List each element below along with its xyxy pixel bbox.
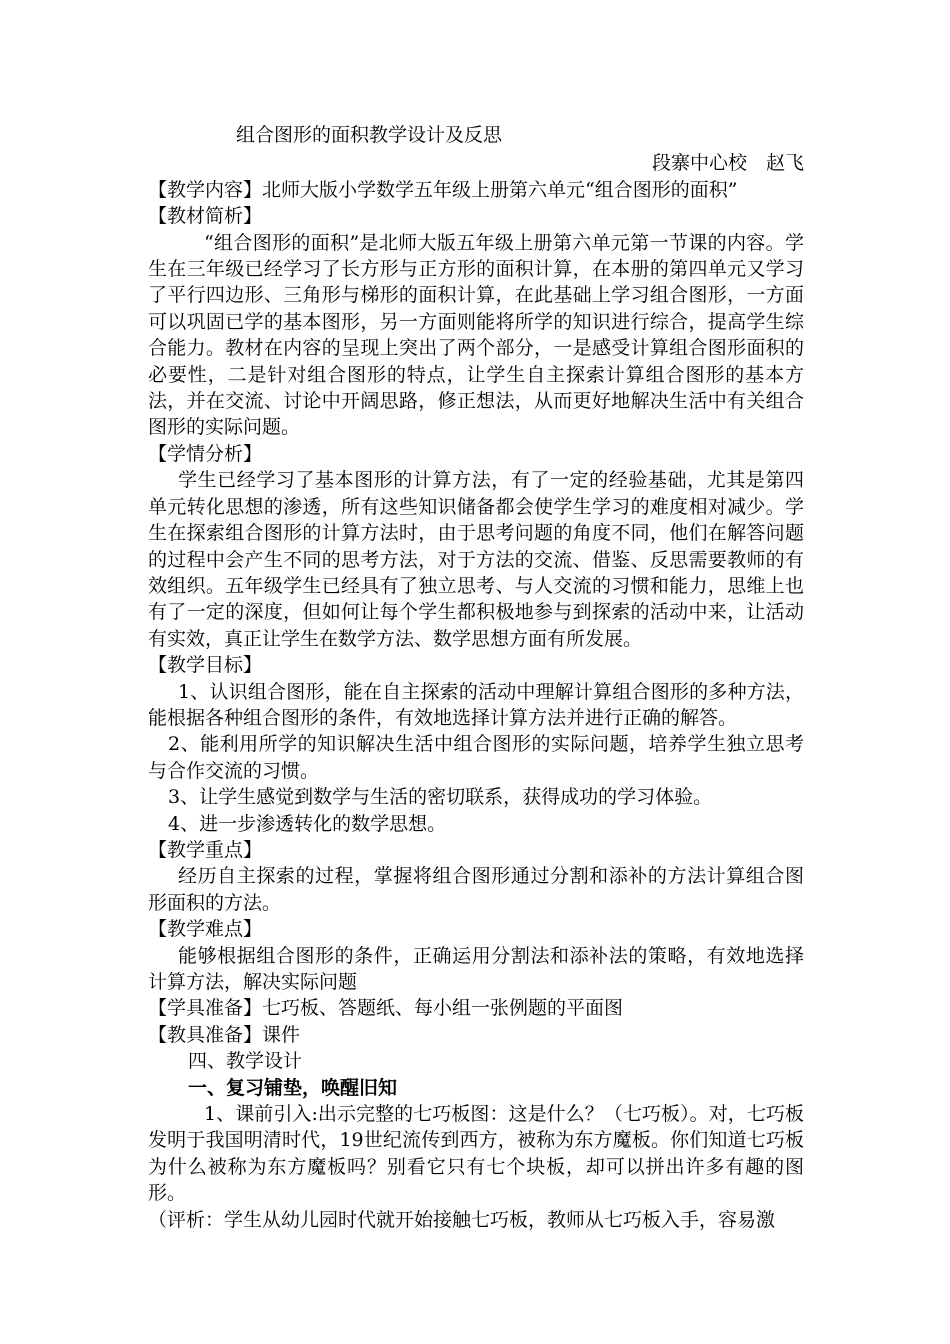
difficulty-heading: 【教学难点】 bbox=[148, 918, 263, 941]
content-line: 【教学内容】北师大版小学数学五年级上册第六单元“组合图形的面积” bbox=[148, 178, 738, 201]
difficulty-paragraph: 能够根据组合图形的条件，正确运用分割法和添补法的策略，有效地选择计算方法，解决实际问题 bbox=[148, 944, 804, 993]
student-analysis-paragraph: 学生已经学习了基本图形的计算方法，有了一定的经验基础，尤其是第四单元转化思想的渗透，所有这些知识储备都会使学生学习的难度相对减少。学生在探索组合图形的计算方法时，由于思考问题的角度不同，他们在解答问题的过程中会产生不同的思考方法，对于方法的交流、借鉴、反思需要教师的有效组织。五年级学生已经具有了独立思考、与人交流的习惯和能力，思维上也有了一定的深度，但如何让每个学生都积极地参与到探索的活动中来，让活动有实效，真正让学生在数学方法、数学思想方面有所发展。 bbox=[148, 469, 804, 650]
document-title: 组合图形的面积教学设计及反思 bbox=[236, 124, 503, 146]
document-author: 段寨中心校 赵飞 bbox=[651, 152, 804, 175]
student-analysis-heading: 【学情分析】 bbox=[148, 442, 263, 465]
key-points-paragraph: 经历自主探索的过程，掌握将组合图形通过分割和添补的方法计算组合图形面积的方法。 bbox=[148, 865, 804, 914]
teacher-tools-line: 【教具准备】课件 bbox=[148, 1023, 301, 1046]
comment-paragraph: （评析：学生从幼儿园时代就开始接触七巧板，教师从七巧板入手，容易激 bbox=[148, 1208, 776, 1231]
part-one-heading: 一、复习铺垫，唤醒旧知 bbox=[188, 1076, 398, 1099]
design-heading: 四、教学设计 bbox=[188, 1050, 303, 1073]
document-page bbox=[148, 122, 804, 1233]
intro-paragraph: 1、课前引入:出示完整的七巧板图：这是什么？（七巧板）。对，七巧板发明于我国明清时代，19世纪流传到西方，被称为东方魔板。你们知道七巧板为什么被称为东方魔板吗？别看它只有七个块板，却可以拼出许多有趣的图形。 bbox=[148, 1103, 804, 1205]
student-tools-line: 【学具准备】七巧板、答题纸、每小组一张例题的平面图 bbox=[148, 997, 624, 1020]
goal-item-1: 1、认识组合图形，能在自主探索的活动中理解计算组合图形的多种方法，能根据各种组合图形的条件，有效地选择计算方法并进行正确的解答。 bbox=[148, 680, 804, 729]
goals-heading: 【教学目标】 bbox=[148, 654, 263, 677]
textbook-heading: 【教材简析】 bbox=[148, 205, 263, 228]
textbook-paragraph: “组合图形的面积”是北师大版五年级上册第六单元第一节课的内容。学生在三年级已经学习了长方形与正方形的面积计算，在本册的第四单元又学习了平行四边形、三角形与梯形的面积计算，在此基础上学习组合图形，一方面可以巩固已学的基本图形，另一方面则能将所学的知识进行综合，提高学生综合能力。教材在内容的呈现上突出了两个部分，一是感受计算组合图形面积的必要性，二是针对组合图形的特点，让学生自主探索计算组合图形的基本方法，并在交流、讨论中开阔思路，修正想法，从而更好地解决生活中有关组合图形的实际问题。 bbox=[148, 231, 804, 439]
goal-item-4: 4、进一步渗透转化的数学思想。 bbox=[168, 812, 447, 835]
goal-item-2: 2、能利用所学的知识解决生活中组合图形的实际问题，培养学生独立思考与合作交流的习惯。 bbox=[148, 733, 804, 782]
goal-item-3: 3、让学生感觉到数学与生活的密切联系，获得成功的学习体验。 bbox=[168, 786, 713, 809]
key-points-heading: 【教学重点】 bbox=[148, 838, 263, 861]
